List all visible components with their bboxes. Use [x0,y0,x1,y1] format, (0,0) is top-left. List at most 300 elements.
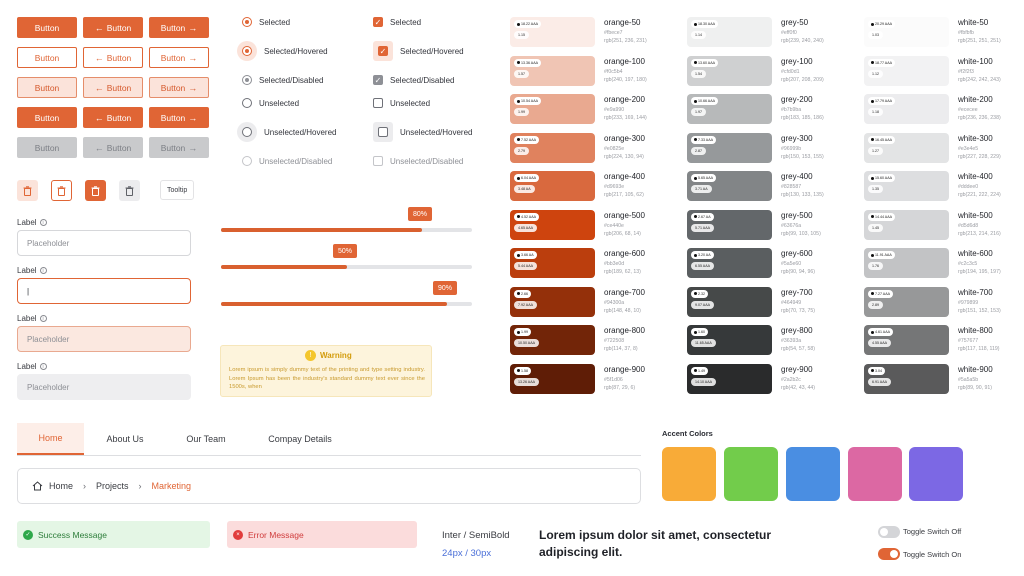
color-rgb: rgb(148, 48, 10) [604,307,641,314]
radio-unselected[interactable] [242,98,299,108]
contrast-badge-light: 1.76 [868,262,883,270]
button-outline[interactable] [17,47,77,68]
checkmark-icon: ✓ [379,46,387,56]
color-hex: #c2c3c5 [958,261,978,267]
slider-track[interactable] [221,228,472,232]
color-swatch-orange-500 [510,210,595,240]
contrast-badge-dark [691,174,716,182]
color-hex: #828587 [781,184,802,190]
info-icon: i [40,315,47,322]
contrast-value: 4.61 AAA [875,330,890,334]
checkbox-label: Selected [390,17,422,27]
color-hex: #979899 [958,299,979,306]
color-rgb: rgb(239, 240, 240) [781,38,824,44]
color-name: orange-800 [604,326,645,335]
input-label [17,266,47,275]
tooltip-button[interactable]: Tooltip [160,180,194,200]
contrast-badge-dark [691,136,716,144]
radio-unselected-disabled[interactable] [242,156,332,166]
contrast-value: 11.91 AAA [875,253,892,257]
button-label: Button [34,112,60,123]
color-hex: #757677 [958,338,979,344]
color-hex: #5f1d06 [604,376,623,383]
contrast-badge-dark [691,59,718,67]
color-name: orange-50 [604,18,641,27]
color-rgb: rgb(194, 195, 197) [958,269,1001,275]
color-rgb: rgb(236, 236, 238) [958,115,1001,121]
contrast-dot [871,215,874,218]
contrast-badge-dark [514,174,539,182]
color-swatch-orange-900 [510,364,595,394]
checkbox-label: Selected/Disabled [390,75,455,85]
button-filled-hover[interactable] [17,107,77,128]
color-hex: #5a5e60 [781,261,802,267]
contrast-badge-dark [691,328,708,336]
checkbox-hover-halo [373,122,393,142]
color-swatch-white-400 [864,171,949,201]
delete-button-outline[interactable] [51,180,72,201]
color-hex: #f2f2f3 [958,68,974,75]
color-hex: #fbfbfb [958,30,974,36]
radio-label: Unselected/Disabled [259,156,333,166]
contrast-dot [694,61,697,64]
placeholder-text: Placeholder [27,334,70,344]
contrast-badge-light: 1.12 [868,70,883,78]
contrast-badge-light: 6.55 AAA [691,262,714,270]
color-swatch-white-200 [864,94,949,124]
contrast-dot [517,100,520,103]
accent-swatch [848,447,902,501]
trash-icon [91,186,100,196]
contrast-badge-dark [691,367,708,375]
contrast-value: 13.36 AAA [521,60,538,65]
color-swatch-white-300 [864,133,949,163]
radio-control [242,75,252,85]
label-text: Label [17,314,37,323]
color-rgb: rgb(251, 236, 231) [604,38,647,44]
contrast-value: 7.52 AAA [521,137,536,142]
button-filled-right-arrow[interactable] [149,17,209,38]
checkbox-hover-halo [373,41,393,61]
label-text: Label [17,362,37,371]
trash-icon [23,186,32,196]
text-input-error[interactable] [17,326,191,352]
slider-track[interactable] [221,265,472,269]
button-label: Button [160,22,186,33]
color-name: orange-400 [604,172,645,181]
button-filled-hover-left-arrow[interactable] [83,107,143,128]
tab-company-details[interactable]: Compay Details [268,434,332,444]
color-name: white-700 [958,287,993,297]
color-name: orange-700 [604,287,645,297]
contrast-badge-light: 6.91 AAA [868,378,891,386]
contrast-value: 1.58 [521,368,528,373]
contrast-value: 2.32 [698,291,705,296]
color-rgb: rgb(114, 37, 8) [604,346,638,352]
button-tinted-left-arrow[interactable] [83,77,143,98]
color-rgb: rgb(42, 43, 44) [781,384,816,391]
contrast-dot [694,331,697,334]
arrow-left-icon: ← [94,142,104,153]
color-swatch-grey-900 [687,364,772,394]
accent-swatch [662,447,716,501]
breadcrumb-projects[interactable]: Projects [96,481,129,491]
text-input-default[interactable] [17,230,191,256]
color-name: grey-900 [781,364,813,374]
slider-fill [221,302,447,306]
contrast-value: 3.20 AA [698,253,711,257]
color-rgb: rgb(70, 73, 75) [781,307,816,314]
color-name: orange-100 [604,56,645,66]
button-label: Button [160,142,186,153]
contrast-value: 18.77 AAA [875,60,892,65]
button-tinted[interactable] [17,77,77,98]
accent-swatch [909,447,963,501]
color-swatch-orange-600 [510,248,595,278]
error-message-text: Error Message [248,529,304,540]
contrast-badge-dark [691,213,714,221]
color-swatch-white-900 [864,364,949,394]
color-swatch-grey-300 [687,133,772,163]
color-swatch-orange-200 [510,94,595,124]
checkbox-selected-disabled[interactable] [373,75,454,85]
contrast-badge-light: 1.45 [868,224,883,232]
contrast-badge-dark [514,251,537,259]
contrast-badge-dark [514,213,539,221]
delete-button-filled[interactable] [85,180,106,201]
radio-hover-halo [237,41,257,61]
color-name: orange-500 [604,210,645,220]
button-label: Button [34,22,60,33]
info-icon: i [40,363,47,370]
contrast-dot [517,177,520,180]
warning-icon: ! [305,350,316,361]
contrast-badge-light: 1.15 [514,31,529,39]
contrast-value: 20.29 AAA [875,22,892,26]
color-hex: #464949 [781,299,802,306]
text-cursor: | [27,286,30,296]
contrast-value: 14.44 AAA [875,214,892,219]
success-message-text: Success Message [38,529,107,540]
contrast-badge-dark [691,97,718,105]
contrast-dot [517,215,520,218]
color-hex: #e9a990 [604,107,625,113]
color-swatch-grey-50 [687,17,772,47]
contrast-dot [871,138,874,141]
color-rgb: rgb(90, 94, 96) [781,269,816,275]
button-label: Button [34,82,60,93]
breadcrumb-home[interactable]: Home [49,481,74,491]
text-input-disabled[interactable] [17,374,191,400]
color-name: orange-600 [604,249,645,258]
contrast-value: 3.66 AA [521,253,534,257]
delete-button-disabled[interactable] [119,180,140,201]
button-label: Button [106,142,132,153]
contrast-value: 4.52 AAA [521,214,536,219]
contrast-dot [871,292,874,295]
color-swatch-white-800 [864,325,949,355]
button-label: Button [160,112,186,123]
tab-divider [17,455,641,456]
color-name: grey-600 [781,249,813,258]
color-name: white-50 [958,18,989,27]
contrast-badge-light: 1.14 [691,31,706,39]
placeholder-text: Placeholder [27,382,70,392]
arrow-left-icon: ← [94,22,104,33]
color-name: white-800 [958,326,993,335]
button-label: Button [106,82,132,93]
contrast-value: 3.04 [875,368,882,373]
contrast-badge-light: 5.44 AAA [514,262,537,270]
color-rgb: rgb(150, 153, 155) [781,153,824,160]
arrow-left-icon: ← [94,52,104,63]
color-rgb: rgb(89, 90, 91) [958,384,993,391]
button-disabled-left-arrow[interactable] [83,137,143,158]
color-hex: #94300a [604,299,625,306]
contrast-badge-light: 3.71 AA [691,185,712,193]
slider-fill [221,228,422,232]
contrast-dot [871,331,874,334]
contrast-badge-dark [868,59,895,67]
contrast-dot [694,177,697,180]
button-filled-hover-right-arrow[interactable] [149,107,209,128]
color-hex: #ececee [958,107,978,113]
success-message [17,521,210,548]
color-rgb: rgb(117, 118, 119) [958,346,1000,352]
radio-hover-halo [237,122,257,142]
color-swatch-white-50 [864,17,949,47]
button-label: Button [160,82,186,93]
warning-title: Warning [320,351,352,360]
radio-selected-hovered[interactable] [237,41,328,61]
button-tinted-right-arrow[interactable] [149,77,209,98]
button-label: Button [34,142,60,153]
label-text: Label [17,266,37,275]
button-label: Button [106,52,132,63]
color-rgb: rgb(151, 152, 153) [958,307,1001,314]
color-swatch-white-100 [864,56,949,86]
color-name: white-600 [958,249,993,258]
color-hex: #b7b9ba [781,107,802,113]
contrast-value: 1.60 [698,330,705,334]
typography-sample: Lorem ipsum dolor sit amet, consectetur adipiscing elit. [539,528,772,559]
checkbox-unselected-hovered[interactable] [373,122,472,142]
checkbox-selected-hovered[interactable] [373,41,464,61]
contrast-value: 2.66 [521,291,528,296]
color-hex: #722508 [604,338,625,344]
toggle-switch-on[interactable] [878,548,900,560]
radio-selected[interactable] [242,17,290,27]
contrast-badge-dark [691,290,708,298]
color-hex: #eff0f0 [781,30,797,36]
checkmark-icon: ✓ [374,17,382,27]
contrast-badge-light: 10.50 AAA [514,339,539,347]
checkbox-selected[interactable] [373,17,421,27]
delete-button-tinted[interactable] [17,180,38,201]
contrast-value: 13.60 AAA [698,60,715,65]
button-disabled[interactable] [17,137,77,158]
arrow-right-icon: → [188,112,198,123]
color-hex: #2a2b2c [781,376,801,383]
checkbox-label: Unselected/Hovered [400,127,473,137]
color-hex: #96999b [781,145,802,152]
contrast-dot [871,61,874,64]
checkbox-label: Unselected/Disabled [390,156,464,166]
contrast-dot [871,23,874,26]
contrast-badge-light: 9.07 AAA [691,301,714,309]
text-input-focused[interactable] [17,278,191,304]
color-name: white-300 [958,133,993,143]
radio-label: Selected/Hovered [264,46,328,56]
contrast-badge-dark [868,174,895,182]
contrast-value: 16.45 AAA [875,137,892,142]
color-swatch-grey-200 [687,94,772,124]
home-icon [32,481,43,491]
contrast-dot [871,369,874,372]
slider-track[interactable] [221,302,472,306]
radio-selected-disabled[interactable] [242,75,323,85]
contrast-dot [694,100,697,103]
contrast-dot [517,23,520,26]
contrast-badge-dark [868,136,895,144]
contrast-value: 1.49 [698,368,705,373]
color-hex: #e0825e [604,145,625,152]
radio-unselected-hovered[interactable] [242,122,336,142]
checkbox-control [373,156,383,166]
contrast-dot [517,138,520,141]
accent-swatch [786,447,840,501]
slider-value-badge: 50% [333,244,357,258]
contrast-badge-dark [514,136,539,144]
breadcrumb-marketing[interactable]: Marketing [151,481,192,491]
arrow-right-icon: → [188,22,198,33]
radio-label: Selected [259,17,291,27]
color-swatch-white-700 [864,287,949,317]
contrast-badge-light: 1.35 [868,185,883,193]
contrast-badge-light: 5.71 AAA [691,224,714,232]
contrast-badge-dark [514,290,531,298]
button-filled-left-arrow[interactable] [83,17,143,38]
contrast-badge-dark [514,97,541,105]
contrast-badge-light: 1.97 [691,108,706,116]
button-disabled-right-arrow[interactable] [149,137,209,158]
button-label: Button [106,112,132,123]
color-hex: #5a5a5b [958,376,979,383]
contrast-value: 2.67 AA [698,214,711,219]
contrast-badge-dark [514,328,531,336]
color-swatch-orange-800 [510,325,595,355]
tab-about-us[interactable]: About Us [106,434,144,444]
color-swatch-grey-700 [687,287,772,317]
contrast-dot [871,177,874,180]
color-hex: #fbece7 [604,30,623,36]
contrast-badge-dark [868,290,893,298]
color-name: grey-300 [781,133,813,143]
toggle-off-label: Toggle Switch Off [903,527,962,536]
contrast-badge-light: 7.92 AAA [514,301,537,309]
color-name: grey-800 [781,326,813,335]
color-swatch-grey-100 [687,56,772,86]
contrast-badge-light: 2.87 [691,147,706,155]
contrast-badge-dark [868,328,893,336]
color-name: orange-200 [604,95,645,104]
arrow-left-icon: ← [94,112,104,123]
color-rgb: rgb(99, 103, 105) [781,230,821,237]
contrast-badge-dark [514,20,541,28]
placeholder-text: Placeholder [27,238,70,248]
color-swatch-grey-400 [687,171,772,201]
checkbox-label: Selected/Hovered [400,46,464,56]
color-hex: #63676a [781,222,802,229]
contrast-dot [517,61,520,64]
button-filled[interactable] [17,17,77,38]
button-label: Button [106,22,132,33]
slider-value-badge: 80% [408,207,432,221]
checkbox-label: Unselected [390,98,431,108]
color-name: white-400 [958,172,993,181]
typography-font-name: Inter / SemiBold [442,530,510,541]
contrast-dot [694,369,697,372]
contrast-badge-light: 13.26 AAA [514,378,539,386]
contrast-dot [871,100,874,103]
checkbox-unselected[interactable] [373,98,430,108]
button-outline-right-arrow[interactable] [149,47,209,68]
checkbox-unselected-disabled[interactable] [373,156,463,166]
color-rgb: rgb(87, 29, 6) [604,384,636,391]
contrast-dot [694,138,697,141]
contrast-badge-dark [514,59,541,67]
trash-icon [57,186,66,196]
color-swatch-orange-300 [510,133,595,163]
contrast-badge-dark [868,251,895,259]
color-rgb: rgb(206, 68, 14) [604,230,641,237]
color-name: white-500 [958,210,993,220]
color-rgb: rgb(54, 57, 58) [781,346,816,352]
error-icon: × [233,530,243,540]
input-label [17,314,47,323]
contrast-badge-light: 2.89 [868,301,883,309]
arrow-right-icon: → [188,82,198,93]
tab-our-team[interactable]: Our Team [186,434,226,444]
color-rgb: rgb(213, 214, 216) [958,230,1001,237]
color-swatch-grey-500 [687,210,772,240]
tab-home[interactable]: Home [17,423,84,455]
button-label: Button [160,52,186,63]
chevron-right-icon: › [83,481,87,491]
color-hex: #d5d6d8 [958,222,979,229]
slider-value-badge: 90% [433,281,457,295]
contrast-badge-light: 11.65 AAA [691,339,716,347]
toggle-switch-off[interactable] [878,526,900,538]
radio-label: Selected/Disabled [259,75,324,85]
contrast-dot [694,254,697,257]
color-name: grey-200 [781,95,813,104]
color-rgb: rgb(251, 251, 251) [958,38,1001,44]
contrast-badge-dark [868,20,895,28]
color-name: grey-50 [781,18,809,27]
contrast-dot [694,215,697,218]
contrast-value: 5.65 AAA [698,176,713,180]
color-hex: #ce440e [604,222,624,229]
color-rgb: rgb(224, 130, 94) [604,153,644,160]
radio-label: Unselected/Hovered [264,127,337,137]
color-rgb: rgb(183, 185, 186) [781,115,824,121]
contrast-value: 6.04 AAA [521,176,536,180]
color-name: orange-900 [604,364,645,374]
button-outline-left-arrow[interactable] [83,47,143,68]
checkbox-control [373,98,383,108]
color-swatch-orange-700 [510,287,595,317]
